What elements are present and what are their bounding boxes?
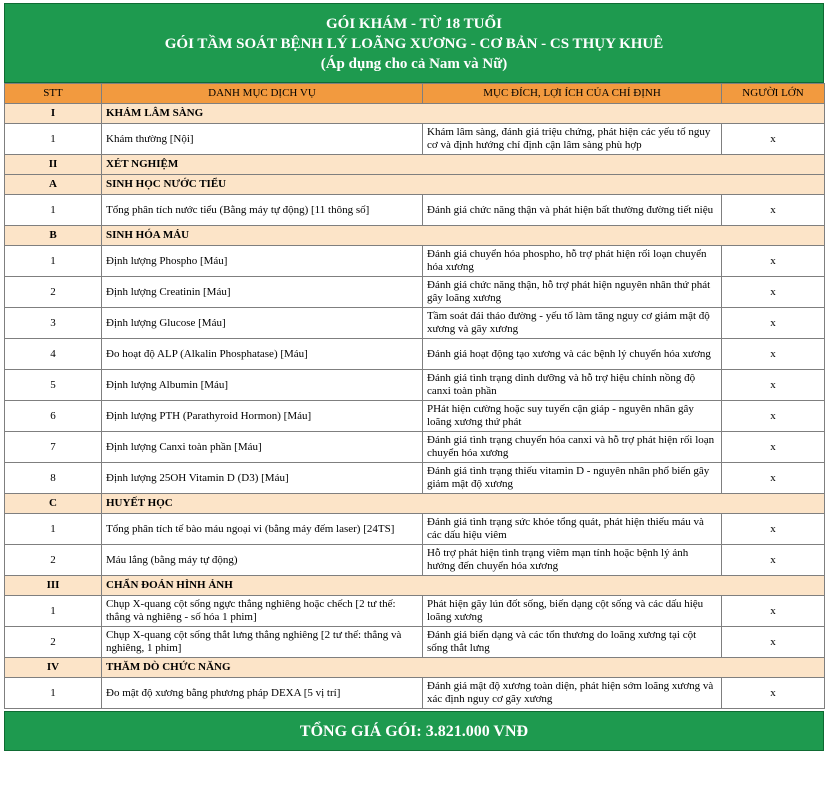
adult-mark: x [722, 124, 825, 155]
section-title: KHÁM LÂM SÀNG [102, 104, 825, 124]
service-purpose: PHát hiện cường hoặc suy tuyến cận giáp - nguyên nhân gây loãng xương thứ phát [423, 401, 722, 432]
table-row [5, 246, 825, 277]
section-row [5, 658, 825, 678]
row-number: 6 [5, 401, 102, 432]
section-row [5, 104, 825, 124]
service-name: Tổng phân tích nước tiểu (Bằng máy tự động) [11 thông số] [102, 195, 423, 226]
row-number: 1 [5, 124, 102, 155]
service-purpose: Đánh giá tình trạng chuyển hóa canxi và hỗ trợ phát hiện rối loạn chuyển hóa xương [423, 432, 722, 463]
table-row [5, 277, 825, 308]
service-name: Định lượng Creatinin [Máu] [102, 277, 423, 308]
service-purpose: Phát hiện gãy lún đốt sống, biến dạng cột sống và các dấu hiệu loãng xương [423, 596, 722, 627]
table-row [5, 432, 825, 463]
service-name: Khám thường [Nội] [102, 124, 423, 155]
service-name: Chụp X-quang cột sống ngực thẳng nghiêng hoặc chếch [2 tư thế: thẳng và nghiêng - số hóa 1 phim] [102, 596, 423, 627]
row-number: 1 [5, 195, 102, 226]
section-row [5, 155, 825, 175]
table-row [5, 545, 825, 576]
adult-mark: x [722, 514, 825, 545]
package-applicability: (Áp dụng cho cả Nam và Nữ) [320, 56, 508, 72]
service-name: Chụp X-quang cột sống thắt lưng thẳng nghiêng [2 tư thế: thẳng và nghiêng, 1 phim] [102, 627, 423, 658]
section-number: II [5, 155, 102, 175]
section-title: XÉT NGHIỆM [102, 155, 825, 175]
adult-mark: x [722, 370, 825, 401]
adult-mark: x [722, 246, 825, 277]
table-header-row [5, 84, 825, 104]
subsection-title: HUYẾT HỌC [102, 494, 825, 514]
service-name: Định lượng Phospho [Máu] [102, 246, 423, 277]
service-purpose: Tầm soát đái tháo đường - yếu tố làm tăng nguy cơ giảm mật độ xương và gãy xương [423, 308, 722, 339]
row-number: 8 [5, 463, 102, 494]
adult-mark: x [722, 308, 825, 339]
service-purpose: Đánh giá tình trạng sức khỏe tổng quát, phát hiện thiếu máu và các dấu hiệu viêm [423, 514, 722, 545]
service-name: Định lượng 25OH Vitamin D (D3) [Máu] [102, 463, 423, 494]
table-row [5, 124, 825, 155]
column-header-purpose: MỤC ĐÍCH, LỢI ÍCH CỦA CHỈ ĐỊNH [423, 84, 722, 104]
package-age-title: GÓI KHÁM - TỪ 18 TUỔI [326, 16, 502, 32]
subsection-letter: A [5, 175, 102, 195]
row-number: 5 [5, 370, 102, 401]
row-number: 2 [5, 545, 102, 576]
package-header [4, 3, 824, 83]
service-name: Định lượng PTH (Parathyroid Hormon) [Máu] [102, 401, 423, 432]
table-row [5, 339, 825, 370]
section-title: THĂM DÒ CHỨC NĂNG [102, 658, 825, 678]
table-row [5, 514, 825, 545]
subsection-title: SINH HÓA MÁU [102, 226, 825, 246]
adult-mark: x [722, 678, 825, 709]
row-number: 2 [5, 627, 102, 658]
total-price: TỔNG GIÁ GÓI: 3.821.000 VNĐ [4, 711, 824, 751]
service-name: Đo mật độ xương bằng phương pháp DEXA [5 vị trí] [102, 678, 423, 709]
row-number: 4 [5, 339, 102, 370]
service-name: Tổng phân tích tế bào máu ngoại vi (bằng máy đếm laser) [24TS] [102, 514, 423, 545]
subsection-row [5, 494, 825, 514]
service-purpose: Đánh giá chức năng thận và phát hiện bất thường đường tiết niệu [423, 195, 722, 226]
row-number: 1 [5, 246, 102, 277]
section-number: I [5, 104, 102, 124]
subsection-title: SINH HỌC NƯỚC TIỂU [102, 175, 825, 195]
service-purpose: Đánh giá tình trạng dinh dưỡng và hỗ trợ hiệu chỉnh nồng độ canxi toàn phần [423, 370, 722, 401]
table-row [5, 678, 825, 709]
row-number: 2 [5, 277, 102, 308]
package-name-title: GÓI TẦM SOÁT BỆNH LÝ LOÃNG XƯƠNG - CƠ BẢN - CS THỤY KHUÊ [164, 36, 664, 52]
section-row [5, 576, 825, 596]
section-title: CHẨN ĐOÁN HÌNH ẢNH [102, 576, 825, 596]
subsection-row [5, 175, 825, 195]
service-purpose: Đánh giá mật độ xương toàn diện, phát hiện sớm loãng xương và xác định nguy cơ gãy xương [423, 678, 722, 709]
adult-mark: x [722, 463, 825, 494]
adult-mark: x [722, 596, 825, 627]
service-name: Đo hoạt độ ALP (Alkalin Phosphatase) [Máu] [102, 339, 423, 370]
service-purpose: Hỗ trợ phát hiện tình trạng viêm mạn tính hoặc bệnh lý ảnh hưởng đến chuyển hóa xương [423, 545, 722, 576]
adult-mark: x [722, 195, 825, 226]
adult-mark: x [722, 627, 825, 658]
table-row [5, 401, 825, 432]
row-number: 1 [5, 678, 102, 709]
column-header-stt: STT [5, 84, 102, 104]
service-name: Định lượng Canxi toàn phần [Máu] [102, 432, 423, 463]
column-header-adult: NGƯỜI LỚN [722, 84, 825, 104]
row-number: 3 [5, 308, 102, 339]
adult-mark: x [722, 432, 825, 463]
service-name: Định lượng Albumin [Máu] [102, 370, 423, 401]
adult-mark: x [722, 339, 825, 370]
adult-mark: x [722, 401, 825, 432]
table-row [5, 627, 825, 658]
service-table [4, 83, 825, 709]
table-row [5, 308, 825, 339]
service-purpose: Đánh giá chuyển hóa phospho, hỗ trợ phát hiện rối loạn chuyển hóa xương [423, 246, 722, 277]
service-purpose: Đánh giá hoạt động tạo xương và các bệnh lý chuyển hóa xương [423, 339, 722, 370]
row-number: 1 [5, 514, 102, 545]
subsection-row [5, 226, 825, 246]
section-number: IV [5, 658, 102, 678]
service-purpose: Khám lâm sàng, đánh giá triệu chứng, phát hiện các yếu tố nguy cơ và định hướng chỉ định cận lâm sàng phù hợp [423, 124, 722, 155]
subsection-letter: B [5, 226, 102, 246]
adult-mark: x [722, 277, 825, 308]
adult-mark: x [722, 545, 825, 576]
table-row [5, 596, 825, 627]
column-header-service: DANH MỤC DỊCH VỤ [102, 84, 423, 104]
service-name: Định lượng Glucose [Máu] [102, 308, 423, 339]
service-purpose: Đánh giá chức năng thận, hỗ trợ phát hiện nguyên nhân thứ phát gây loãng xương [423, 277, 722, 308]
row-number: 1 [5, 596, 102, 627]
row-number: 7 [5, 432, 102, 463]
service-purpose: Đánh giá tình trạng thiếu vitamin D - nguyên nhân phổ biến gây giảm mật độ xương [423, 463, 722, 494]
section-number: III [5, 576, 102, 596]
service-name: Máu lắng (bằng máy tự động) [102, 545, 423, 576]
table-row [5, 463, 825, 494]
price-list-document [4, 3, 824, 751]
subsection-letter: C [5, 494, 102, 514]
table-row [5, 370, 825, 401]
service-purpose: Đánh giá biến dạng và các tổn thương do loãng xương tại cột sống thắt lưng [423, 627, 722, 658]
table-row [5, 195, 825, 226]
